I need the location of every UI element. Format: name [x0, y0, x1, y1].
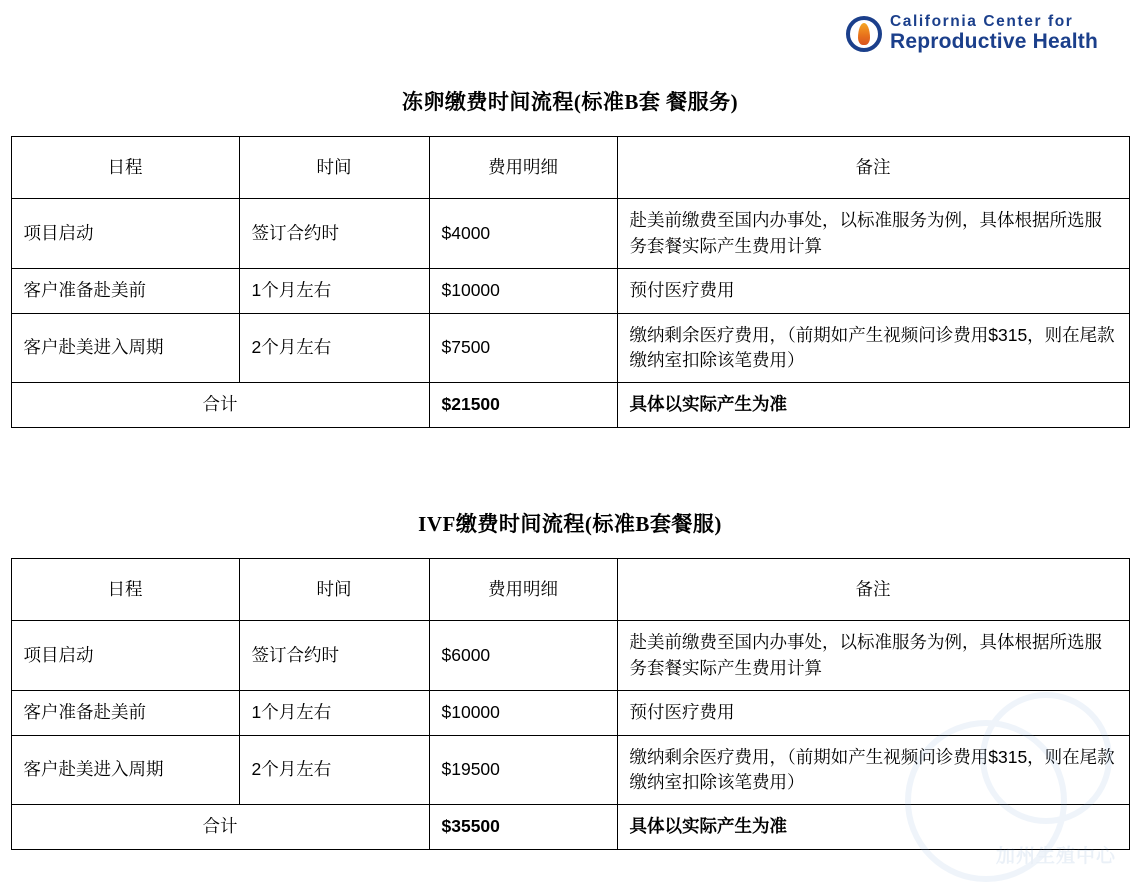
- cell-remark: 赴美前缴费至国内办事处，以标准服务为例，具体根据所选服务套餐实际产生费用计算: [617, 199, 1129, 269]
- fee-schedule-section-ivf: [8, 508, 1132, 850]
- column-header-schedule: 日程: [11, 137, 239, 199]
- cell-schedule: 客户赴美进入周期: [11, 313, 239, 383]
- column-header-remark: 备注: [617, 137, 1129, 199]
- table-row: [11, 691, 1129, 735]
- cell-amount: $4000: [429, 199, 617, 269]
- column-header-remark: 备注: [617, 559, 1129, 621]
- column-header-fee-detail: 费用明细: [429, 559, 617, 621]
- cell-time: 1个月左右: [239, 269, 429, 313]
- cell-schedule: 客户准备赴美前: [11, 691, 239, 735]
- cell-schedule: 项目启动: [11, 199, 239, 269]
- cell-schedule: 客户准备赴美前: [11, 269, 239, 313]
- cell-amount: $7500: [429, 313, 617, 383]
- cell-amount: $19500: [429, 735, 617, 805]
- cell-total-label: 合计: [11, 383, 429, 427]
- cell-total-remark: 具体以实际产生为准: [617, 383, 1129, 427]
- table-total-row: [11, 805, 1129, 849]
- cell-total-label: 合计: [11, 805, 429, 849]
- cell-total-amount: $21500: [429, 383, 617, 427]
- cell-time: 2个月左右: [239, 735, 429, 805]
- section-title: 冻卵缴费时间流程(标准B套 餐服务): [401, 90, 739, 114]
- brand-logo: [846, 14, 1098, 53]
- table-row: [11, 735, 1129, 805]
- cell-remark: 缴纳剩余医疗费用，（前期如产生视频问诊费用$315，则在尾款缴纳室扣除该笔费用）: [617, 735, 1129, 805]
- watermark-text: 加州生殖中心: [995, 846, 1116, 867]
- cell-amount: $10000: [429, 269, 617, 313]
- cell-time: 1个月左右: [239, 691, 429, 735]
- fee-table: [11, 136, 1130, 428]
- cell-time: 签订合约时: [239, 199, 429, 269]
- section-title: IVF缴费时间流程(标准B套餐服): [418, 512, 722, 536]
- table-header-row: [11, 137, 1129, 199]
- cell-time: 2个月左右: [239, 313, 429, 383]
- cell-schedule: 项目启动: [11, 621, 239, 691]
- fee-table: [11, 558, 1130, 850]
- column-header-schedule: 日程: [11, 559, 239, 621]
- table-total-row: [11, 383, 1129, 427]
- ccrh-flame-logo-icon: [846, 16, 882, 52]
- table-row: [11, 199, 1129, 269]
- cell-total-amount: $35500: [429, 805, 617, 849]
- cell-remark: 预付医疗费用: [617, 691, 1129, 735]
- column-header-fee-detail: 费用明细: [429, 137, 617, 199]
- cell-remark: 赴美前缴费至国内办事处，以标准服务为例，具体根据所选服务套餐实际产生费用计算: [617, 621, 1129, 691]
- column-header-time: 时间: [239, 137, 429, 199]
- table-row: [11, 621, 1129, 691]
- cell-amount: $6000: [429, 621, 617, 691]
- cell-schedule: 客户赴美进入周期: [11, 735, 239, 805]
- cell-time: 签订合约时: [239, 621, 429, 691]
- table-row: [11, 269, 1129, 313]
- cell-total-remark: 具体以实际产生为准: [617, 805, 1129, 849]
- column-header-time: 时间: [239, 559, 429, 621]
- table-header-row: [11, 559, 1129, 621]
- logo-text: [890, 14, 1098, 53]
- logo-line-1: California Center for: [889, 13, 1074, 30]
- cell-amount: $10000: [429, 691, 617, 735]
- cell-remark: 预付医疗费用: [617, 269, 1129, 313]
- logo-line-2: Reproductive Health: [889, 30, 1098, 54]
- cell-remark: 缴纳剩余医疗费用，（前期如产生视频问诊费用$315，则在尾款缴纳室扣除该笔费用）: [617, 313, 1129, 383]
- table-row: [11, 313, 1129, 383]
- fee-schedule-section-egg-freezing: [8, 86, 1132, 428]
